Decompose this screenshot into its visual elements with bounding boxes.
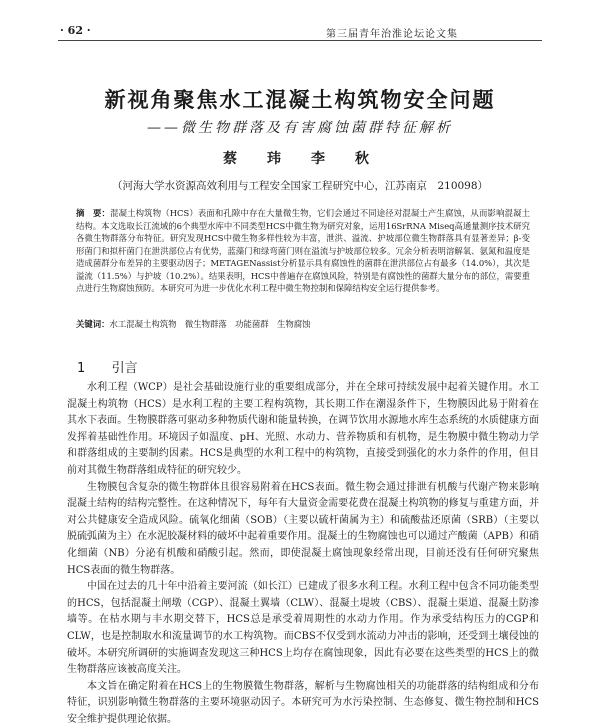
- keywords-text: 水工混凝土构筑物 微生物群落 功能菌群 生物腐蚀: [109, 319, 311, 329]
- keywords: [76, 318, 530, 330]
- abstract-text: 混凝土构筑物（HCS）表面和孔隙中存在大量微生物，它们会通过不同途径对混凝土产生腐蚀，从而影响混凝土结构。本文选取长江流域的6个典型水库中不同类型HCS中微生物为研究对象，运用16SrRNA Miseq高通量测序技术研究各微生物群落分布特征。研究发现HCS中微生物多样性较为丰富，泄洪、溢流、护坡部位微生物群落具有显著差异；β-变形菌门和拟杆菌门在泄洪部位占有优势，蓝藻门和绿弯菌门则在溢流与护坡部位较多。冗余分析表明溶解氧、氨氮和温度是造成菌群分布差异的主要驱动因子；METAGENassist分析显示具有腐蚀性的菌群在泄洪部位占有最多（14.0%），其次是溢流（11.5%）与护坡（10.2%）。结果表明，HCS中普遍存在腐蚀风险，特别是有腐蚀性的菌群大量分布的部位，需要重点进行生物腐蚀预防。本研究可为进一步优化水利工程中微生物控制和保障结构安全运行提供参考。: [76, 208, 531, 293]
- journal-name: 第三届青年治淮论坛论文集: [326, 29, 458, 40]
- paragraph: 生物膜包含复杂的微生物群体且很容易附着在HCS表面。微生物会通过排泄有机酸与代谢产物来影响混凝土结构的结构完整性。在这种情况下，每年有大量资金需要花费在混凝土构筑物的修复与重建方面，并对公共健康安全造成风险。硫氧化细菌（SOB）（主要以硫杆菌属为主）和硫酸盐还原菌（SRB）（主要以脱硫弧菌为主）在水泥胶凝材料的破坏中起着重要作用。混凝土的生物腐蚀也可以通过产酸菌（APB）和硝化细菌（NB）分泌有机酸和硝酸引起。然而，即使混凝土腐蚀现象经常出现，目前还没有任何研究聚焦HCS表面的微生物群落。: [67, 481, 539, 576]
- section-title: 引言: [111, 361, 138, 376]
- affiliation: （河海大学水资源高效利用与工程安全国家工程研究中心，江苏南京 210098）: [111, 180, 489, 192]
- page-number: · 62 ·: [60, 24, 91, 37]
- section-heading: [77, 357, 138, 376]
- section-number: 1: [77, 361, 86, 376]
- paper-title: 新视角聚焦水工混凝土构筑物安全问题: [104, 88, 496, 112]
- authors: 蔡 玮 李 秋: [223, 151, 377, 167]
- body-text: [67, 380, 539, 728]
- paper-subtitle: ——微生物群落及有害腐蚀菌群特征解析: [147, 120, 453, 136]
- paragraph: 本文旨在确定附着在HCS上的生物膜微生物群落，解析与生物腐蚀相关的功能群落的结构组成和分布特征，识别影响微生物群落的主要环境驱动因子。本研究可为水污染控制、生态修复、微生物控制和HCS安全维护提供理论依据。: [67, 680, 539, 725]
- paragraph: 中国在过去的几十年中沿着主要河流（如长江）已建成了很多水利工程。水利工程中包含不同功能类型的HCS，包括混凝土闸墩（CGP）、混凝土翼墙（CLW）、混凝土堤坡（CBS）、混凝土渠道、混凝土防渗墙等。在枯水期与丰水期交替下，HCS总是承受着周期性的水动力作用。作为承受结构压力的CGP和CLW，也是控制取水和流量调节的水工构筑物。而CBS不仅受到水流动力冲击的影响，还受到土壤侵蚀的破坏。本研究所调研的实施调查发现这三种HCS上均存在腐蚀现象，因此有必要在这些类型的HCS上的微生物群落应该被高度关注。: [67, 581, 539, 676]
- paragraph: 水利工程（WCP）是社会基础设施行业的重要组成部分，并在全球可持续发展中起着关键作用。水工混凝土构筑物（HCS）是水利工程的主要工程构筑物，其长期工作在潮湿条件下，生物膜因此易于附着在其水下表面。生物膜群落可驱动多种物质代谢和能量转换，在调节饮用水源地水库生态系统的水质健康方面发挥着基础性作用。环境因子如温度、pH、光照、水动力、营养物质和有机物，是生物膜中微生物动力学和群落组成的主要制约因素。HCS是典型的水利工程中的构筑物，直接受到强化的水力条件的作用，但目前对其微生物群落组成特征的研究较少。: [67, 382, 539, 476]
- abstract: [76, 207, 530, 295]
- page-header: [58, 22, 542, 41]
- keywords-label: 关键词：: [76, 319, 110, 329]
- abstract-label: 摘 要：: [76, 208, 111, 218]
